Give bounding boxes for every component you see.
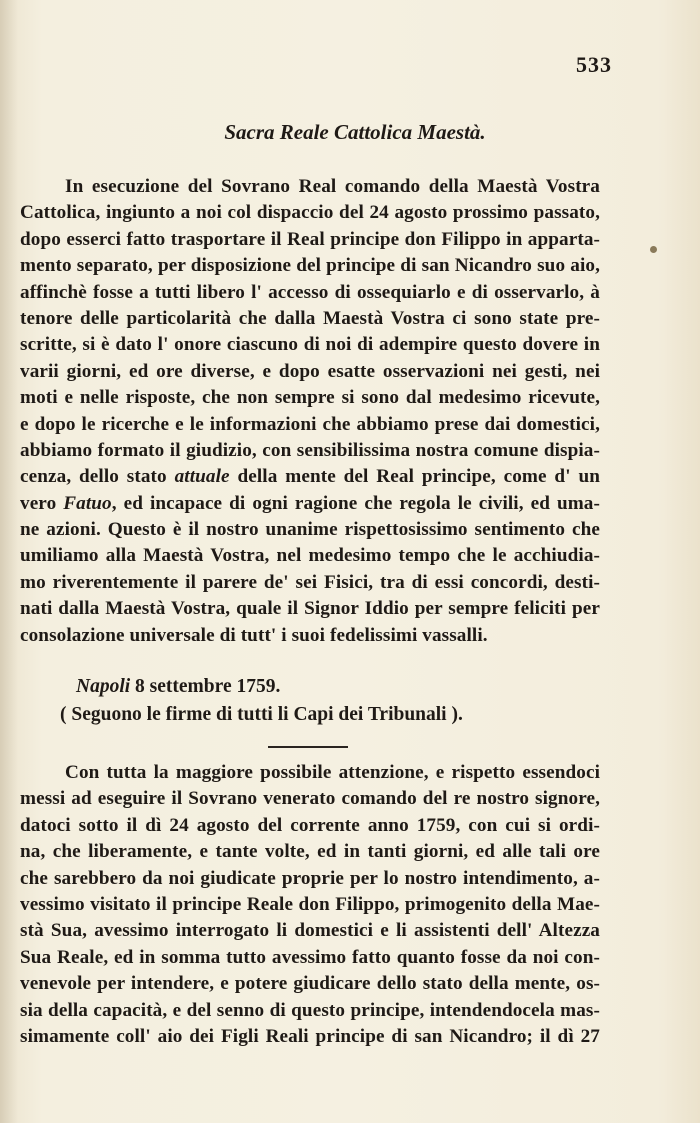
text-line: e dopo le ricerche e le informazioni che abbiamo prese dai domestici, (20, 413, 600, 435)
italic-term: Fatuo (63, 492, 112, 514)
page-gutter-shadow (0, 0, 18, 1123)
text-line: scritte, si è dato l' onore ciascuno di noi di adempire questo dovere in (20, 334, 600, 356)
text-line: sia della capacità, e del senno di questo principe, intendendocela mas- (20, 999, 600, 1021)
italic-term: attuale (174, 466, 230, 488)
text-line: na, che liberamente, e tante volte, ed in tanti giorni, ed alle tali ore (20, 841, 600, 863)
paragraph-1 (20, 174, 600, 649)
text-line: che sarebbero da noi giudicate proprie per lo nostro intendimento, a- (20, 867, 600, 889)
text-line: Sua Reale, ed in somma tutto avessimo fatto quanto fosse da noi con- (20, 946, 600, 968)
text-line (20, 464, 600, 490)
text-line: mento separato, per disposizione del principe di san Nicandro suo aio, (20, 255, 600, 277)
text-line: messi ad eseguire il Sovrano venerato comando del re nostro signore, (20, 788, 600, 810)
text-line: ne azioni. Questo è il nostro unanime rispettosissimo sentimento che (20, 519, 600, 541)
text-line: consolazione universale di tutt' i suoi fedelissimi vassalli. (20, 624, 488, 646)
date-line (76, 676, 280, 698)
text-line: datoci sotto il dì 24 agosto del corrente anno 1759, con cui si ordi- (20, 814, 600, 836)
text-line: simamente coll' aio dei Figli Reali principe di san Nicandro; il dì 27 (20, 1025, 600, 1047)
text-line: venevole per intendere, e potere giudicare dello stato della mente, os- (20, 973, 600, 995)
text-line: mo riverentemente il parere de' sei Fisici, tra di essi concordi, desti- (20, 571, 600, 593)
text-line: Cattolica, ingiunto a noi col dispaccio del 24 agosto prossimo passato, (20, 202, 600, 224)
letter-heading: Sacra Reale Cattolica Maestà. (224, 120, 486, 144)
signature-note: ( Seguono le firme di tutti li Capi dei Tribunali ). (60, 704, 463, 725)
text-line: affinchè fosse a tutti libero l' accesso di ossequiarlo e di osservarlo, à (20, 281, 600, 303)
text-line: abbiamo formato il giudizio, con sensibilissima nostra comune dispia- (20, 439, 600, 461)
text-line: tenore delle particolarità che dalla Maestà Vostra ci sono state pre- (20, 307, 600, 329)
text-line: vessimo visitato il principe Reale don Filippo, primogenito della Mae- (20, 893, 600, 915)
ink-spot (650, 246, 657, 253)
text-line: In esecuzione del Sovrano Real comando della Maestà Vostra (65, 176, 600, 197)
text-line: nati dalla Maestà Vostra, quale il Signor Iddio per sempre feliciti per (20, 598, 600, 620)
text-line (20, 491, 600, 517)
text-line: stà Sua, avessimo interrogato li domestici e li assistenti dell' Altezza (20, 920, 600, 942)
text-line: Con tutta la maggiore possibile attenzione, e rispetto essendoci (65, 762, 600, 783)
paragraph-2 (20, 760, 600, 1050)
text-line: dopo esserci fatto trasportare il Real principe don Filippo in apparta- (20, 228, 600, 250)
text-run: della mente del Real principe, come d' un (229, 466, 600, 488)
page-number: 533 (576, 52, 612, 77)
section-divider (268, 746, 348, 748)
text-line: moti e nelle risposte, che non sempre si sono dal medesimo ricevute, (20, 387, 600, 409)
letter-date: 8 settembre 1759. (130, 676, 281, 697)
text-run: vero (20, 492, 64, 514)
text-run: cenza, dello stato (20, 466, 175, 488)
text-run: , ed incapace di ogni ragione che regola le civili, ed uma- (111, 492, 600, 514)
place-name: Napoli (76, 676, 131, 697)
text-line: varii giorni, ed ore diverse, e dopo esatte osservazioni nei gesti, nei (20, 360, 600, 382)
text-line: umiliamo alla Maestà Vostra, nel medesimo tempo che le acchiudia- (20, 545, 600, 567)
